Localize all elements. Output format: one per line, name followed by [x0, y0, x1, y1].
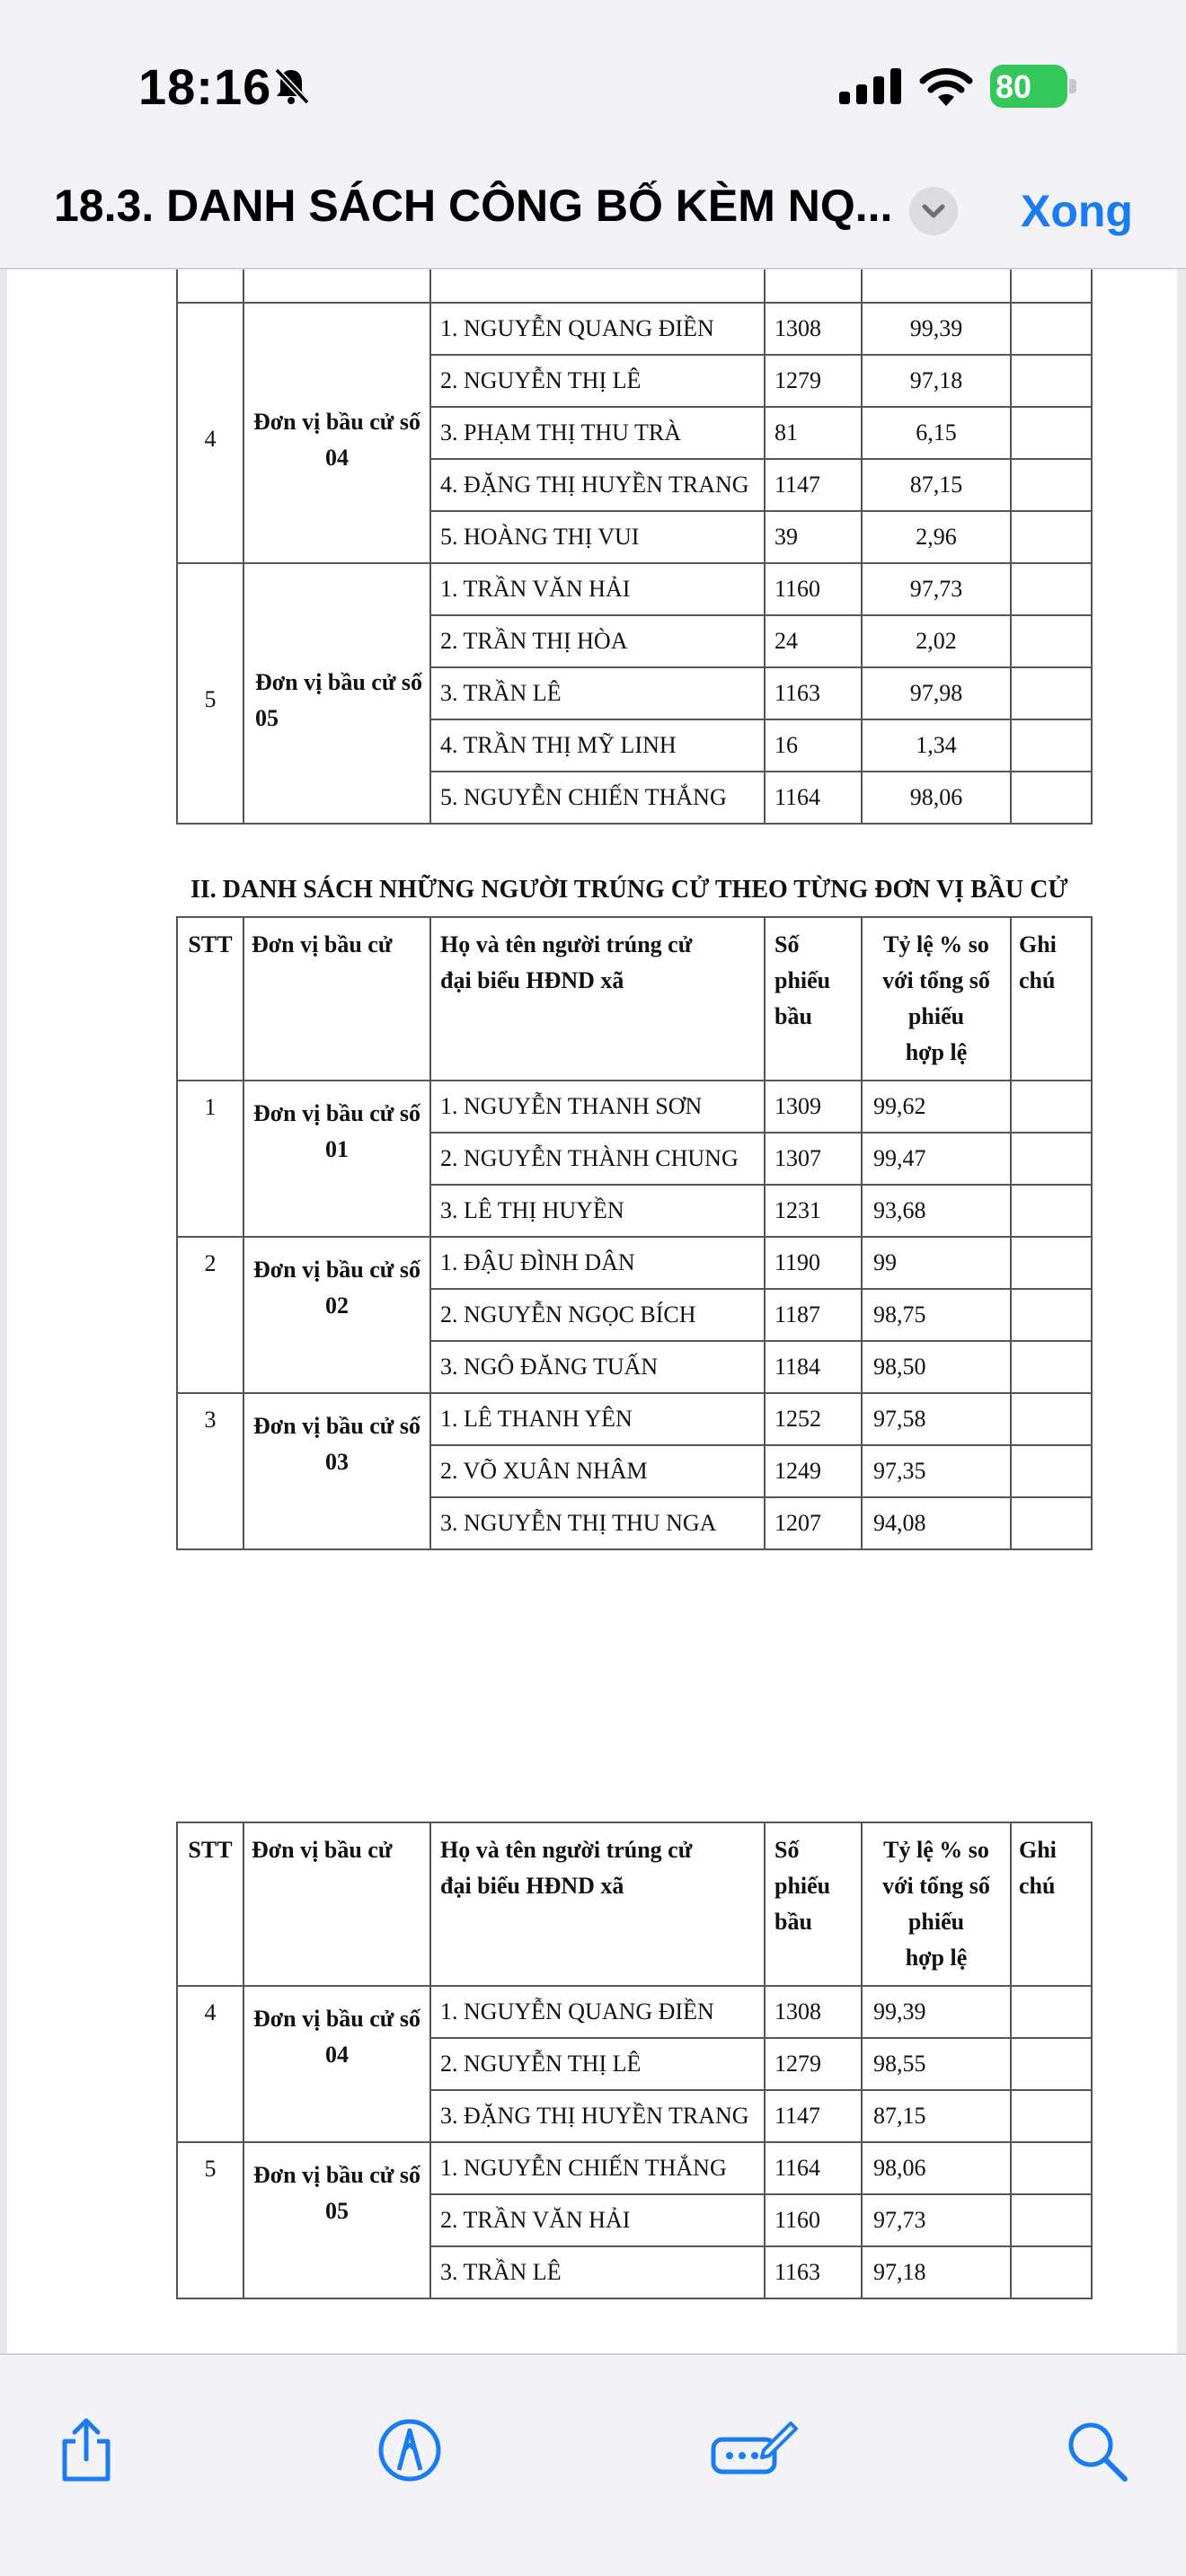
candidate-name: 1. LÊ THANH YÊN [430, 1393, 765, 1445]
candidate-name: 1. NGUYỄN THANH SƠN [430, 1081, 765, 1133]
vote-count: 1279 [765, 355, 862, 407]
vote-percentage: 97,35 [862, 1445, 1011, 1497]
candidate-name: 3. NGUYỄN THỊ THU NGA [430, 1497, 765, 1549]
vote-percentage: 99,62 [862, 1081, 1011, 1133]
candidate-name: 2. TRẦN VĂN HẢI [430, 2194, 765, 2246]
candidate-name: 2. NGUYỄN THỊ LÊ [430, 355, 765, 407]
note-cell [1011, 1081, 1092, 1133]
unit-number: 03 [325, 1449, 349, 1475]
header-note [1011, 917, 1092, 1081]
header-pct-l2: với tổng số [882, 967, 990, 993]
unit-label: Đơn vị bầu cử số [255, 669, 423, 695]
vote-percentage: 98,06 [862, 2142, 1011, 2194]
note-cell [1011, 459, 1092, 511]
candidate-name: 3. ĐẶNG THỊ HUYỀN TRANG [430, 2090, 765, 2142]
note-cell [1011, 1497, 1092, 1549]
search-icon[interactable] [1060, 2414, 1132, 2486]
table-header-row [177, 917, 1092, 1081]
candidate-name: 3. TRẦN LÊ [430, 2246, 765, 2298]
vote-percentage: 93,68 [862, 1185, 1011, 1237]
chevron-down-icon [909, 187, 958, 235]
unit-number: 04 [325, 2042, 349, 2068]
note-cell [1011, 303, 1092, 355]
header-note [1011, 1822, 1092, 1986]
note-cell [1011, 1289, 1092, 1341]
battery-level: 80 [996, 68, 1032, 105]
elected-table-continued [176, 1822, 1093, 2299]
unit-label: Đơn vị bầu cử số [252, 2006, 421, 2032]
candidate-name: 2. NGUYỄN THÀNH CHUNG [430, 1133, 765, 1185]
note-cell [1011, 1393, 1092, 1445]
vote-count: 39 [765, 511, 862, 563]
vote-count: 1252 [765, 1393, 862, 1445]
stt-cell: 2 [177, 1237, 243, 1393]
header-pct-l2: với tổng số [882, 1873, 990, 1899]
unit-cell [243, 303, 430, 563]
vote-count: 1308 [765, 1986, 862, 2038]
header-unit: Đơn vị bầu cử [243, 917, 430, 1081]
cellular-signal-icon [839, 68, 904, 104]
battery-cap [1069, 79, 1076, 93]
stt-cell: 3 [177, 1393, 243, 1549]
header-votes-l1: Số [774, 1837, 800, 1863]
stt-cell: 1 [177, 1081, 243, 1237]
document-viewer[interactable] [0, 269, 1186, 2353]
vote-count: 1160 [765, 563, 862, 615]
vote-percentage: 98,06 [862, 772, 1011, 824]
header-unit: Đơn vị bầu cử [243, 1822, 430, 1986]
header-votes [765, 1822, 862, 1986]
header-name-line1: Họ và tên người trúng cử [440, 931, 693, 957]
header-note-l2: chú [1019, 967, 1056, 993]
table-header-row [177, 1822, 1092, 1986]
vote-count: 81 [765, 407, 862, 459]
vote-percentage: 98,50 [862, 1341, 1011, 1393]
note-cell [1011, 1133, 1092, 1185]
vote-percentage: 99,47 [862, 1133, 1011, 1185]
header-name [430, 917, 765, 1081]
vote-percentage: 97,18 [862, 2246, 1011, 2298]
note-cell [1011, 2246, 1092, 2298]
unit-number: 01 [325, 1136, 349, 1162]
note-cell [1011, 667, 1092, 719]
status-bar [0, 0, 1186, 153]
navigation-bar [0, 153, 1186, 269]
note-cell [1011, 355, 1092, 407]
results-table-continued [176, 269, 1093, 825]
vote-count: 1249 [765, 1445, 862, 1497]
vote-count: 1279 [765, 2038, 862, 2090]
header-note-l1: Ghi [1019, 1837, 1057, 1863]
vote-percentage: 98,75 [862, 1289, 1011, 1341]
vote-count: 1207 [765, 1497, 862, 1549]
header-pct-l3: phiếu [907, 1909, 965, 1935]
vote-percentage: 97,18 [862, 355, 1011, 407]
wifi-icon [918, 65, 974, 108]
candidate-name: 4. TRẦN THỊ MỸ LINH [430, 719, 765, 772]
candidate-name: 3. LÊ THỊ HUYỀN [430, 1185, 765, 1237]
unit-number: 02 [325, 1292, 349, 1319]
note-cell [1011, 511, 1092, 563]
vote-percentage: 97,58 [862, 1393, 1011, 1445]
unit-cell [243, 1081, 430, 1237]
clock: 18:16 [138, 58, 272, 115]
unit-number: 04 [325, 445, 349, 471]
header-pct-l1: Tỷ lệ % so [883, 1837, 989, 1863]
vote-percentage: 2,02 [862, 615, 1011, 667]
vote-count: 24 [765, 615, 862, 667]
markup-icon[interactable] [374, 2414, 446, 2486]
candidate-name: 1. TRẦN VĂN HẢI [430, 563, 765, 615]
vote-count: 1307 [765, 1133, 862, 1185]
stt-cell: 4 [177, 1986, 243, 2142]
vote-count: 1163 [765, 667, 862, 719]
note-cell [1011, 1986, 1092, 2038]
unit-cell [243, 1393, 430, 1549]
header-stt: STT [177, 917, 243, 1081]
header-percentage [862, 917, 1011, 1081]
note-cell [1011, 563, 1092, 615]
bell-slash-icon [270, 65, 313, 108]
note-cell [1011, 1237, 1092, 1289]
header-pct-l4: hợp lệ [905, 1039, 968, 1065]
vote-count: 1147 [765, 2090, 862, 2142]
vote-count: 16 [765, 719, 862, 772]
candidate-name: 1. NGUYỄN CHIẾN THẮNG [430, 2142, 765, 2194]
header-votes-l1: Số [774, 931, 800, 957]
vote-count: 1160 [765, 2194, 862, 2246]
document-page [7, 1710, 1177, 2353]
battery-indicator [990, 65, 1076, 108]
table-row [177, 303, 1092, 355]
header-votes [765, 917, 862, 1081]
vote-count: 1308 [765, 303, 862, 355]
candidate-name: 3. NGÔ ĐĂNG TUẤN [430, 1341, 765, 1393]
stt-cell: 5 [177, 563, 243, 824]
vote-count: 1309 [765, 1081, 862, 1133]
bottom-toolbar [0, 2353, 1186, 2576]
vote-percentage: 6,15 [862, 407, 1011, 459]
vote-count: 1147 [765, 459, 862, 511]
header-name-line1: Họ và tên người trúng cử [440, 1837, 693, 1863]
vote-count: 1164 [765, 2142, 862, 2194]
unit-label: Đơn vị bầu cử số [252, 1413, 421, 1439]
note-cell [1011, 615, 1092, 667]
candidate-name: 4. ĐẶNG THỊ HUYỀN TRANG [430, 459, 765, 511]
note-cell [1011, 719, 1092, 772]
header-votes-l3: bầu [774, 1909, 812, 1935]
table-row [177, 1081, 1092, 1133]
header-stt: STT [177, 1822, 243, 1986]
table-row [177, 269, 1092, 303]
vote-percentage: 97,73 [862, 563, 1011, 615]
note-cell [1011, 2038, 1092, 2090]
header-votes-l3: bầu [774, 1003, 812, 1029]
candidate-name: 3. TRẦN LÊ [430, 667, 765, 719]
stt-cell: 5 [177, 2142, 243, 2298]
candidate-name: 5. HOÀNG THỊ VUI [430, 511, 765, 563]
note-cell [1011, 772, 1092, 824]
header-votes-l2: phiếu [774, 967, 831, 993]
header-note-l2: chú [1019, 1873, 1056, 1899]
vote-percentage: 2,96 [862, 511, 1011, 563]
vote-percentage: 97,98 [862, 667, 1011, 719]
header-name-line2: đại biểu HĐND xã [440, 1873, 624, 1899]
note-cell [1011, 2194, 1092, 2246]
vote-count: 1164 [765, 772, 862, 824]
document-page [7, 269, 1177, 1962]
header-pct-l1: Tỷ lệ % so [883, 931, 989, 957]
table-row [177, 563, 1092, 615]
section-heading: II. DANH SÁCH NHỮNG NGƯỜI TRÚNG CỬ THEO TỪNG ĐƠN VỊ BẦU CỬ [190, 876, 1068, 904]
document-title[interactable]: 18.3. DANH SÁCH CÔNG BỐ KÈM NQ... [54, 181, 893, 231]
unit-number: 05 [255, 705, 279, 731]
table-row [177, 2142, 1092, 2194]
vote-percentage: 98,55 [862, 2038, 1011, 2090]
candidate-name: 2. TRẦN THỊ HÒA [430, 615, 765, 667]
stt-cell: 4 [177, 303, 243, 563]
unit-label: Đơn vị bầu cử số [252, 409, 421, 435]
elected-table [176, 916, 1093, 1550]
vote-percentage: 1,34 [862, 719, 1011, 772]
unit-cell [243, 2142, 430, 2298]
note-cell [1011, 2090, 1092, 2142]
candidate-name: 2. NGUYỄN NGỌC BÍCH [430, 1289, 765, 1341]
vote-percentage: 97,73 [862, 2194, 1011, 2246]
vote-count: 1163 [765, 2246, 862, 2298]
unit-label: Đơn vị bầu cử số [252, 1100, 421, 1126]
note-cell [1011, 1445, 1092, 1497]
vote-percentage: 99 [862, 1237, 1011, 1289]
header-name [430, 1822, 765, 1986]
vote-percentage: 94,08 [862, 1497, 1011, 1549]
table-row [177, 1986, 1092, 2038]
signature-icon[interactable] [710, 2414, 800, 2486]
vote-percentage: 87,15 [862, 2090, 1011, 2142]
candidate-name: 5. NGUYỄN CHIẾN THẮNG [430, 772, 765, 824]
vote-count: 1184 [765, 1341, 862, 1393]
vote-count: 1187 [765, 1289, 862, 1341]
unit-cell [243, 1986, 430, 2142]
unit-cell [243, 1237, 430, 1393]
done-button[interactable]: Xong [1021, 186, 1133, 236]
table-row [177, 1237, 1092, 1289]
vote-count: 1231 [765, 1185, 862, 1237]
vote-percentage: 87,15 [862, 459, 1011, 511]
unit-number: 05 [325, 2198, 349, 2224]
note-cell [1011, 407, 1092, 459]
vote-count: 1190 [765, 1237, 862, 1289]
header-pct-l4: hợp lệ [905, 1945, 968, 1971]
candidate-name: 2. NGUYỄN THỊ LÊ [430, 2038, 765, 2090]
note-cell [1011, 1185, 1092, 1237]
header-name-line2: đại biểu HĐND xã [440, 967, 624, 993]
header-pct-l3: phiếu [907, 1003, 965, 1029]
note-cell [1011, 2142, 1092, 2194]
candidate-name: 1. ĐẬU ĐÌNH DÂN [430, 1237, 765, 1289]
note-cell [1011, 1341, 1092, 1393]
unit-cell [243, 563, 430, 824]
unit-label: Đơn vị bầu cử số [252, 1257, 421, 1283]
unit-label: Đơn vị bầu cử số [252, 2162, 421, 2188]
header-percentage [862, 1822, 1011, 1986]
header-votes-l2: phiếu [774, 1873, 831, 1899]
candidate-name: 2. VÕ XUÂN NHÂM [430, 1445, 765, 1497]
title-menu-button[interactable] [909, 187, 958, 235]
candidate-name: 1. NGUYỄN QUANG ĐIỀN [430, 1986, 765, 2038]
candidate-name: 1. NGUYỄN QUANG ĐIỀN [430, 303, 765, 355]
header-note-l1: Ghi [1019, 931, 1057, 957]
candidate-name: 3. PHẠM THỊ THU TRÀ [430, 407, 765, 459]
table-row [177, 1393, 1092, 1445]
vote-percentage: 99,39 [862, 1986, 1011, 2038]
share-icon[interactable] [50, 2414, 122, 2486]
vote-percentage: 99,39 [862, 303, 1011, 355]
